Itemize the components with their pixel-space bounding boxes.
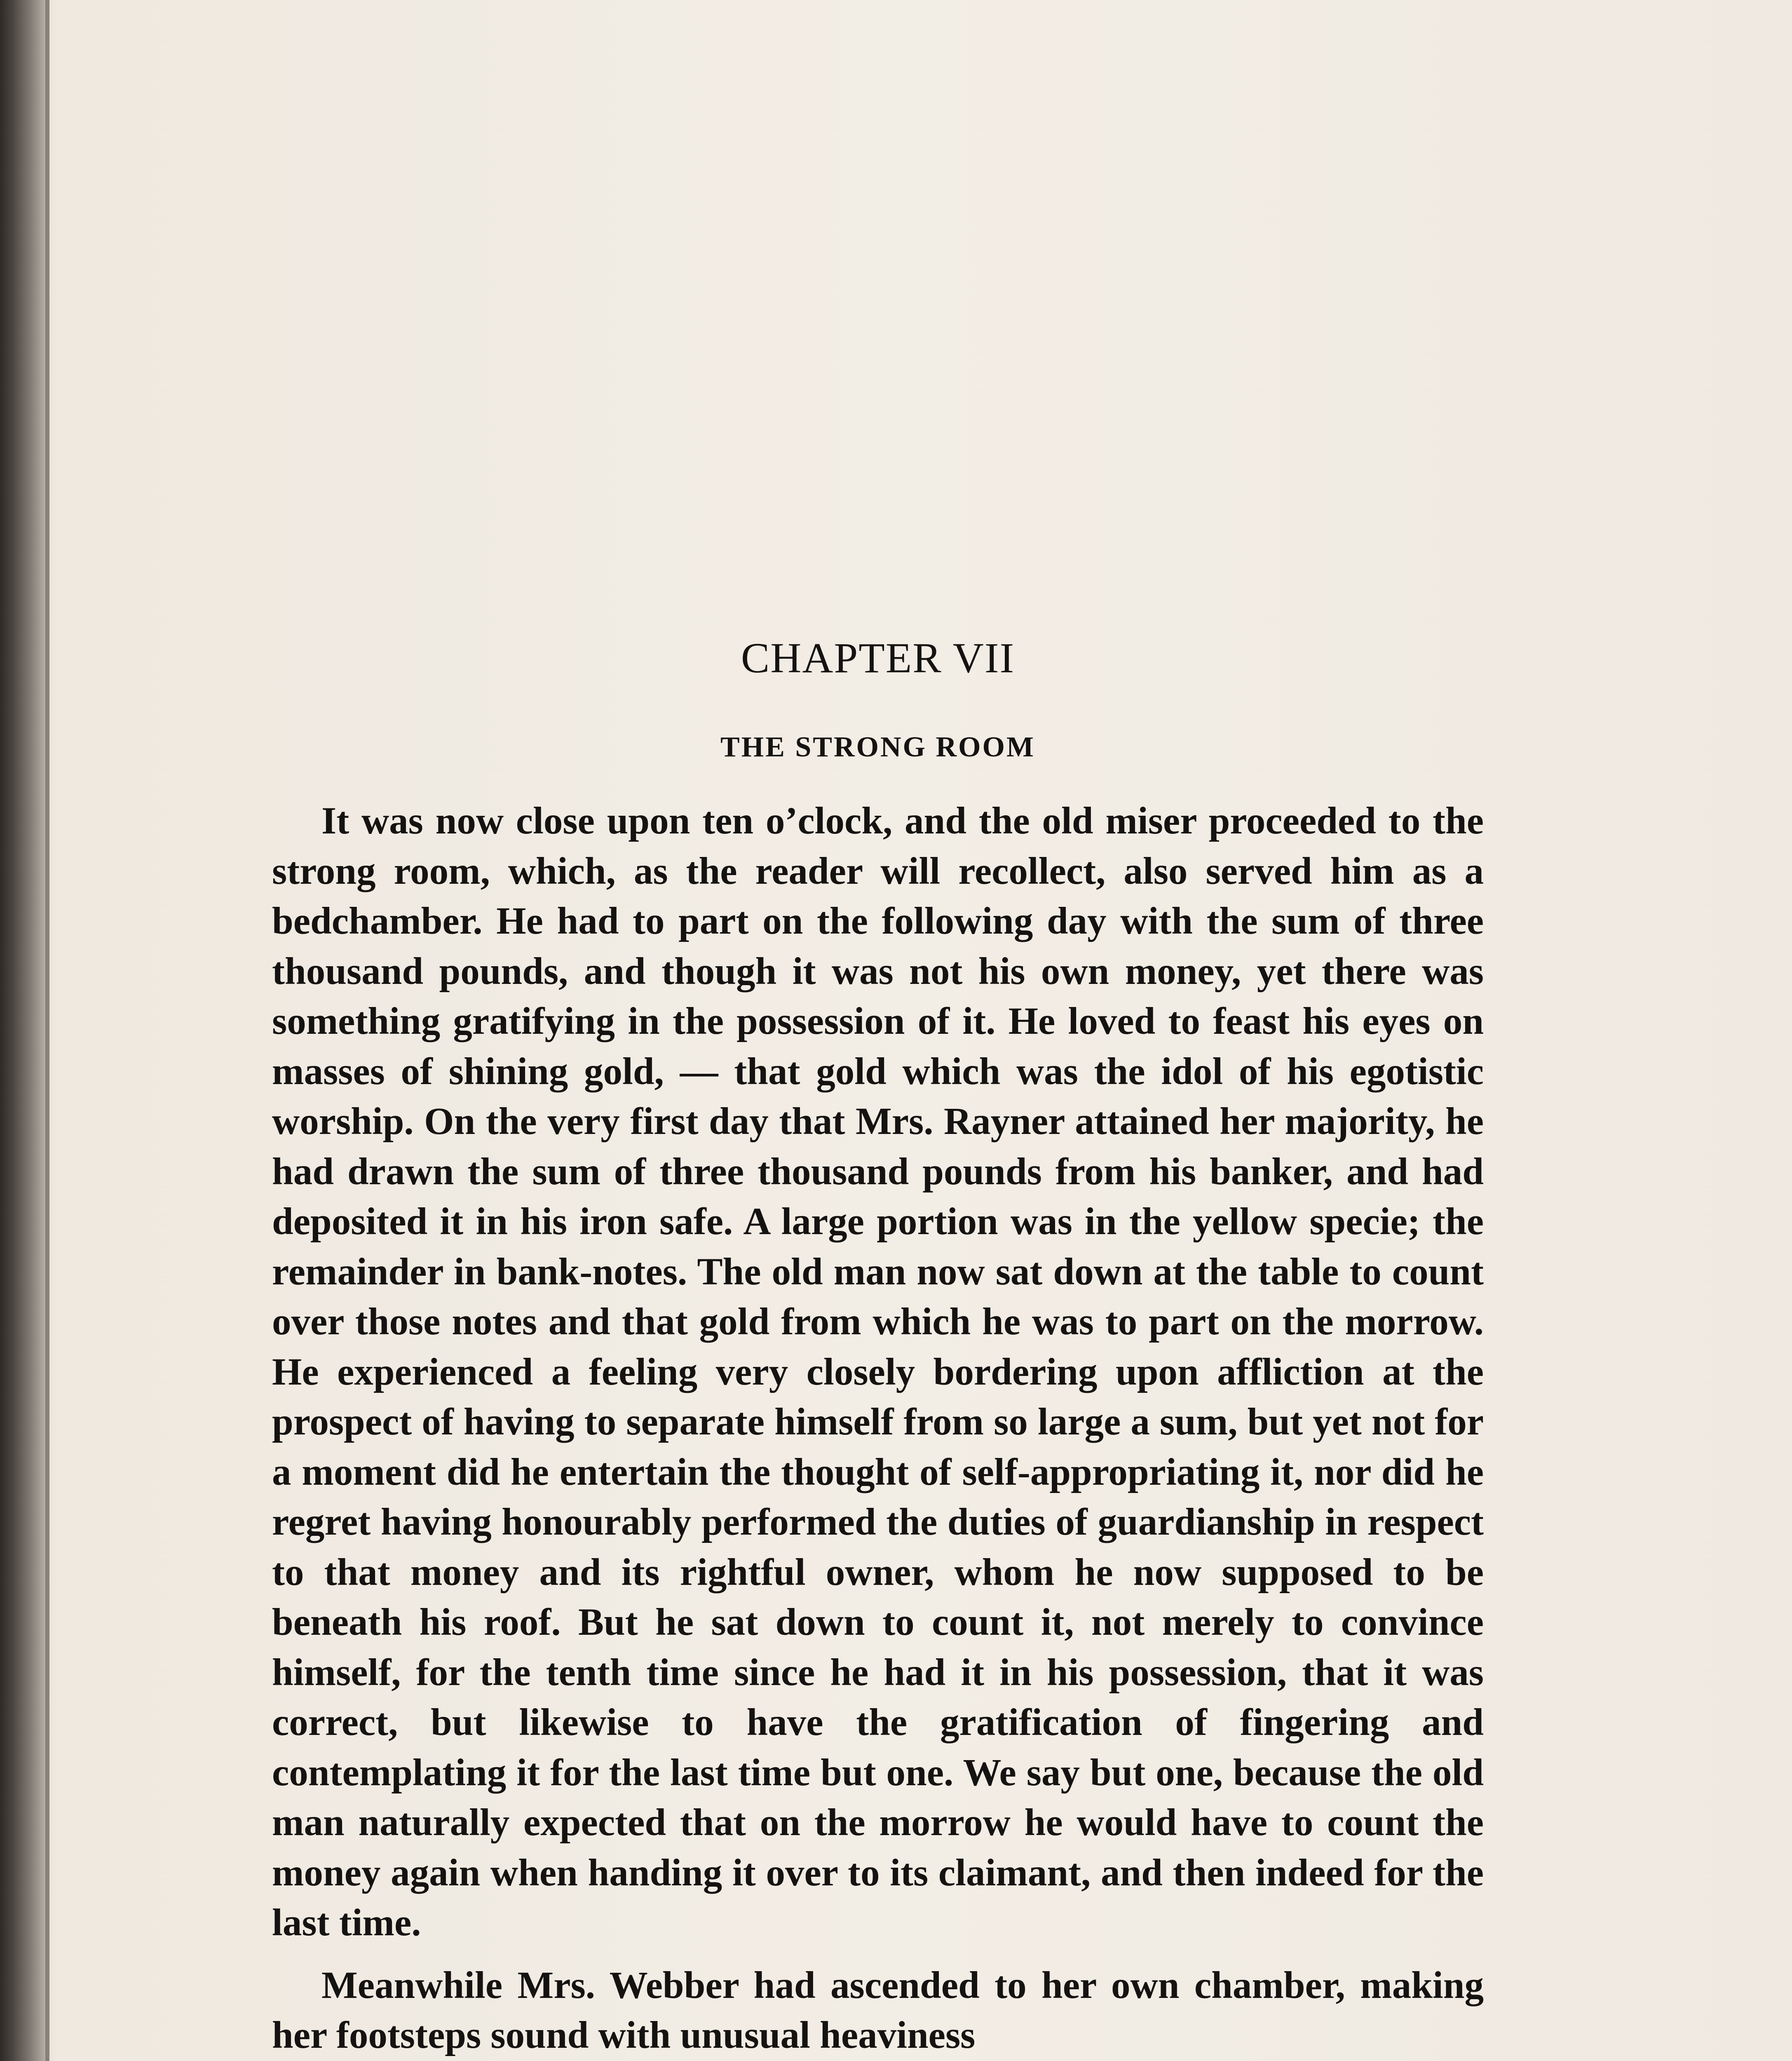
body-paragraph: Meanwhile Mrs. Webber had ascended to her own chamber, making her footsteps sound with unusual heaviness: [272, 1964, 1484, 2057]
page-text-block: [272, 635, 1484, 2061]
chapter-heading: CHAPTER VII: [741, 634, 1015, 682]
binding-shadow-line: [45, 0, 49, 2061]
chapter-subtitle: THE STRONG ROOM: [720, 731, 1035, 763]
book-binding-edge: [0, 0, 49, 2061]
body-paragraph: It was now close upon ten o’clock, and the old miser proceeded to the strong room, which, as the reader will recollect, also served him as a bedchamber. He had to part on the following day with the sum of three thousand pounds, and though it was not his own money, yet there was something gratifying in the possession of it. He loved to feast his eyes on masses of shining gold, — that gold which was the idol of his egotistic worship. On the very first day that Mrs. Rayner attained her majority, he had drawn the sum of three thousand pounds from his banker, and had deposited it in his iron safe. A large portion was in the yellow specie; the remainder in bank-notes. The old man now sat down at the table to count over those notes and that gold from which he was to part on the morrow. He experienced a feeling very closely bordering upon affliction at the prospect of having to separate himself from so large a sum, but yet not for a moment did he entertain the thought of self-appropriating it, nor did he regret having honourably performed the duties of guardianship in respect to that money and its rightful owner, whom he now supposed to be beneath his roof. But he sat down to count it, not merely to convince himself, for the tenth time since he had it in his possession, that it was correct, but likewise to have the gratification of fingering and contemplating it for the last time but one. We say but one, because the old man naturally expected that on the morrow he would have to count the money again when handing it over to its claimant, and then indeed for the last time.: [272, 800, 1484, 1944]
